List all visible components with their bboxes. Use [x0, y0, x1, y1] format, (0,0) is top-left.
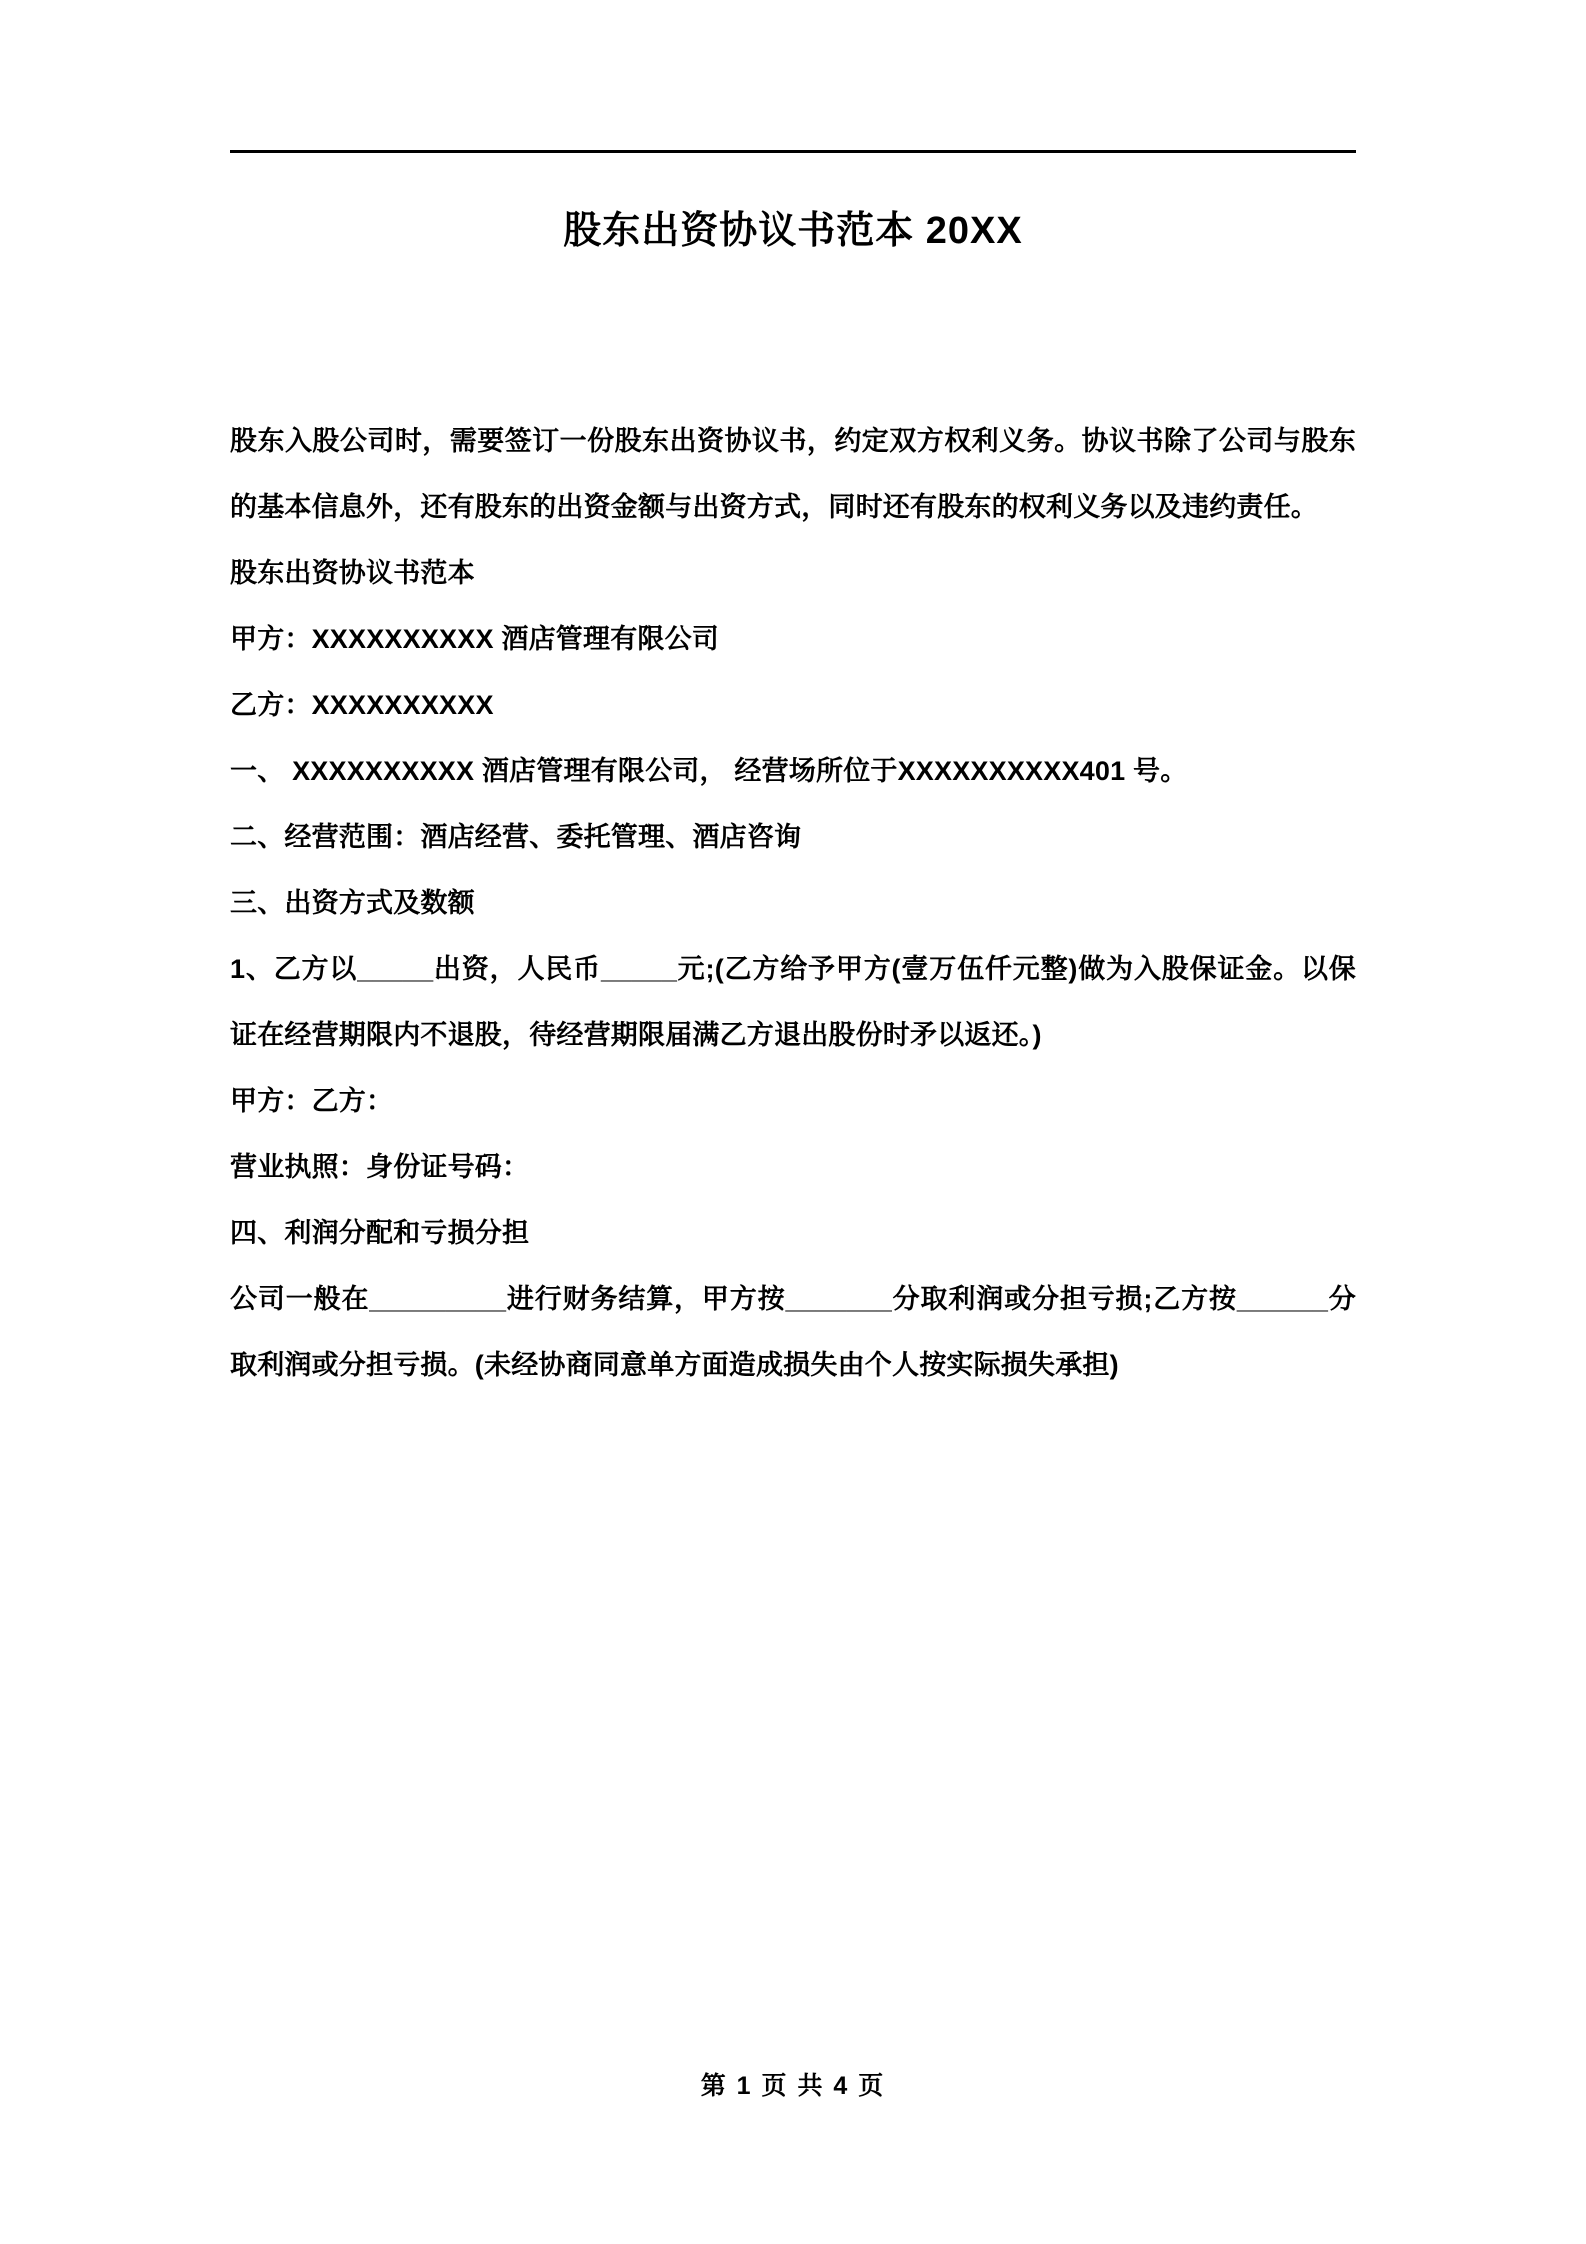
header-rule [230, 150, 1356, 153]
paragraph-signature-line: 甲方：乙方： [230, 1086, 394, 1117]
paragraph-clause-4-detail: 公司一般在_________进行财务结算，甲方按_______分取利润或分担亏损;乙方按______分取利润或分担亏损。(未经协商同意单方面造成损失由个人按实际损失承担) [230, 1284, 1356, 1381]
paragraph-party-a: 甲方：XXXXXXXXXX 酒店管理有限公司 [230, 624, 719, 655]
page-title: 股东出资协议书范本 20XX [563, 210, 1023, 252]
paragraph-license-line: 营业执照：身份证号码： [230, 1152, 530, 1183]
paragraph-clause-3-item-1: 1、乙方以_____出资，人民币_____元;(乙方给予甲方(壹万伍仟元整)做为入股保证金。以保证在经营期限内不退股，待经营期限届满乙方退出股份时矛以返还。) [230, 954, 1356, 1051]
paragraph-clause-4: 四、利润分配和亏损分担 [230, 1218, 530, 1249]
paragraph-clause-1: 一、 XXXXXXXXXX 酒店管理有限公司， 经营场所位于XXXXXXXXXX401 号。 [230, 756, 1188, 787]
paragraph-intro: 股东入股公司时，需要签订一份股东出资协议书，约定双方权利义务。协议书除了公司与股东的基本信息外，还有股东的出资金额与出资方式，同时还有股东的权利义务以及违约责任。 [230, 426, 1356, 523]
page-footer: 第 1 页 共 4 页 [700, 2072, 886, 2100]
paragraph-clause-2: 二、经营范围：酒店经营、委托管理、酒店咨询 [230, 822, 802, 853]
paragraph-clause-3: 三、出资方式及数额 [230, 888, 475, 919]
document-body [230, 408, 1356, 1398]
paragraph-subtitle: 股东出资协议书范本 [230, 558, 475, 589]
paragraph-party-b: 乙方：XXXXXXXXXX [230, 690, 494, 721]
